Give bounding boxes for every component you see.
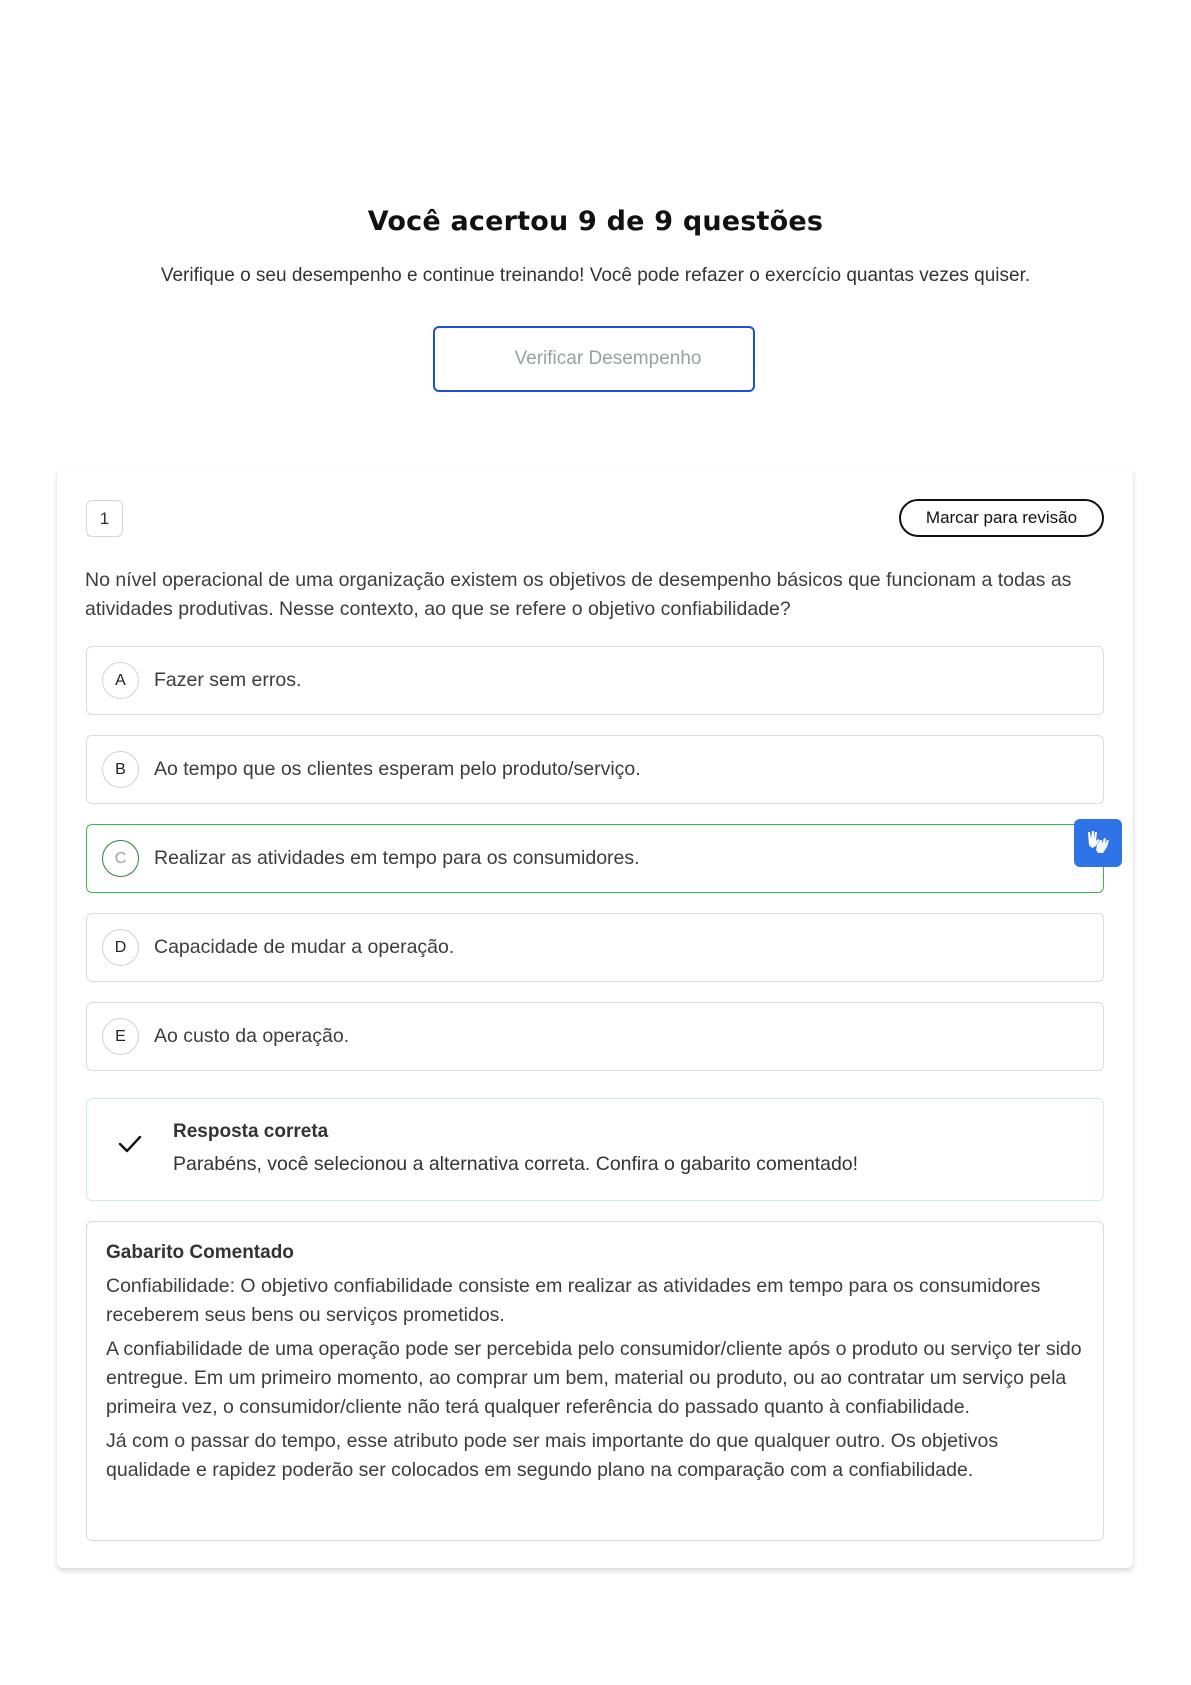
commented-answer [86, 1221, 1104, 1541]
option-letter: A [102, 662, 139, 699]
result-title: Você acertou 9 de 9 questões [367, 206, 824, 237]
sign-language-hands-icon [1083, 828, 1113, 858]
result-header [0, 206, 1191, 287]
mark-for-review-button[interactable]: Marcar para revisão [899, 499, 1104, 537]
option-c[interactable] [86, 824, 1104, 893]
option-text: Ao custo da operação. [154, 1025, 350, 1047]
option-e[interactable] [86, 1002, 1104, 1071]
answer-feedback [86, 1098, 1104, 1201]
option-letter: B [102, 751, 139, 788]
libras-accessibility-button[interactable] [1074, 819, 1122, 867]
commented-answer-paragraph: Confiabilidade: O objetivo confiabilidade consiste em realizar as atividades em tempo para os consumidores receberem seus bens ou serviços prometidos. [106, 1275, 1041, 1326]
option-text: Capacidade de mudar a operação. [154, 936, 455, 958]
check-icon [117, 1131, 143, 1157]
commented-answer-paragraph: A confiabilidade de uma operação pode ser percebida pelo consumidor/cliente após o produto ou serviço ter sido entregue. Em um primeiro momento, ao comprar um bem, material ou produto, ou ao contratar um serviço pela primeira vez, o consumidor/cliente não terá qualquer referência do passado quanto à confiabilidade. [106, 1338, 1082, 1418]
commented-answer-title: Gabarito Comentado [106, 1242, 294, 1263]
question-number: 1 [86, 500, 123, 537]
option-letter: E [102, 1018, 139, 1055]
option-a[interactable] [86, 646, 1104, 715]
option-d[interactable] [86, 913, 1104, 982]
feedback-title: Resposta correta [173, 1121, 329, 1142]
commented-answer-paragraph: Já com o passar do tempo, esse atributo pode ser mais importante do que qualquer outro. Os objetivos qualidade e rapidez poderão ser colocados em segundo plano na comparação com a confiabilidade. [106, 1430, 999, 1481]
option-text: Ao tempo que os clientes esperam pelo produto/serviço. [154, 758, 641, 780]
option-b[interactable] [86, 735, 1104, 804]
verify-performance-button[interactable]: Verificar Desempenho [433, 326, 755, 392]
result-subtitle: Verifique o seu desempenho e continue treinando! Você pode refazer o exercício quantas vezes quiser. [160, 265, 1031, 286]
question-text: No nível operacional de uma organização existem os objetivos de desempenho básicos que funcionam a todas as atividades produtivas. Nesse contexto, ao que se refere o objetivo confiabilidade? [85, 569, 1072, 620]
option-letter: D [102, 929, 139, 966]
option-text: Realizar as atividades em tempo para os consumidores. [154, 847, 640, 869]
option-letter: C [102, 840, 139, 877]
feedback-message: Parabéns, você selecionou a alternativa correta. Confira o gabarito comentado! [173, 1153, 859, 1175]
option-text: Fazer sem erros. [154, 669, 302, 691]
